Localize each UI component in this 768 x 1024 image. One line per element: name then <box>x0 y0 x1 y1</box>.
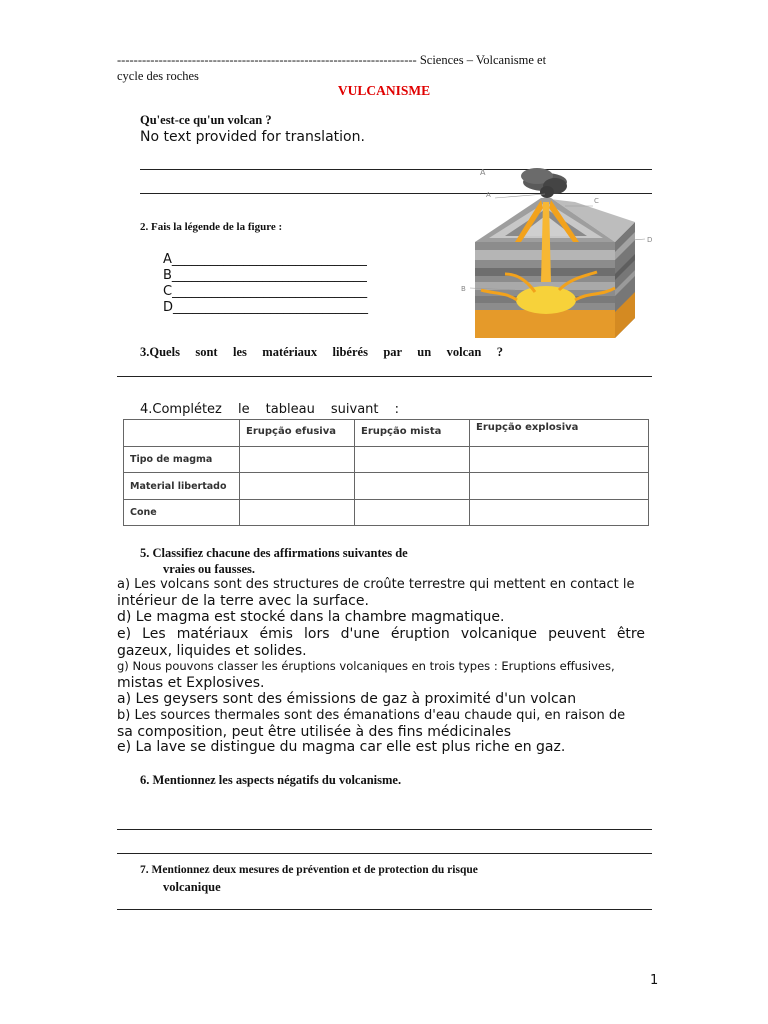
statement-7: e) La lave se distingue du magma car elle est plus riche en gaz. <box>117 739 566 755</box>
table-cell[interactable] <box>470 500 649 526</box>
table-row <box>124 473 649 500</box>
table-cell[interactable] <box>355 500 470 526</box>
figure-letter-b: B <box>461 285 466 293</box>
statement-1 <box>117 576 653 610</box>
page-title: VULCANISME <box>337 83 431 98</box>
header-line-2: cycle des roches <box>117 69 199 83</box>
volcano-diagram <box>455 162 655 342</box>
table-cell[interactable] <box>470 473 649 500</box>
legend-label-b: B______________________________ <box>163 268 367 283</box>
question-7 <box>140 862 478 896</box>
legend-label-d: D______________________________ <box>163 300 369 315</box>
legend-label-c: C______________________________ <box>163 284 368 299</box>
figure-letter-c: C <box>594 197 599 205</box>
statement-4-line-1: g) Nous pouvons classer les éruptions volcaniques en trois types : Eruptions effusives, <box>117 659 615 673</box>
header-line-1: ------------------------------------------------------------------------ Sciences – Volcanisme et <box>117 53 547 67</box>
figure-letter-a2: A <box>486 191 491 199</box>
table-cell[interactable] <box>470 447 649 473</box>
answer-line <box>117 909 652 910</box>
table-header-row <box>124 420 649 447</box>
statement-6 <box>117 707 653 741</box>
table-header-cell: Erupção efusiva <box>240 420 355 447</box>
page-number: 1 <box>650 973 659 988</box>
answer-line <box>117 829 652 830</box>
page-header <box>117 52 637 84</box>
figure-letter-a: A <box>480 168 486 177</box>
question-5 <box>140 545 408 577</box>
question-5-line-2: vraies ou fausses. <box>163 562 256 576</box>
statement-2: d) Le magma est stocké dans la chambre magmatique. <box>117 609 505 625</box>
statement-1-line-1: a) Les volcans sont des structures de croûte terrestre qui mettent en contact le <box>117 577 635 592</box>
table-row-label: Material libertado <box>124 473 240 500</box>
answer-line <box>117 376 652 377</box>
statement-3 <box>117 626 653 660</box>
statement-3-line-2: gazeux, liquides et solides. <box>117 643 307 659</box>
table-row-label: Cone <box>124 500 240 526</box>
magma-chamber <box>516 286 576 314</box>
legend-label-a: A______________________________ <box>163 252 367 267</box>
table-row <box>124 500 649 526</box>
answer-line <box>117 853 652 854</box>
question-3: 3.Quels sont les matériaux libérés par un volcan ? <box>140 345 503 359</box>
question-5-line-1: 5. Classifiez chacune des affirmations suivantes de <box>140 546 408 560</box>
statement-6-line-2: sa composition, peut être utilisée à des fins médicinales <box>117 724 512 740</box>
figure-letter-d: D <box>647 236 653 244</box>
statement-6-line-1: b) Les sources thermales sont des émanations d'eau chaude qui, en raison de <box>117 708 626 723</box>
question-2: 2. Fais la légende de la figure : <box>140 221 283 233</box>
question-6: 6. Mentionnez les aspects négatifs du volcanisme. <box>140 773 402 787</box>
statement-1-line-2: intérieur de la terre avec la surface. <box>117 593 369 609</box>
question-7-line-2: volcanique <box>163 880 221 894</box>
table-cell[interactable] <box>240 447 355 473</box>
table-cell[interactable] <box>355 447 470 473</box>
question-1: Qu'est-ce qu'un volcan ? <box>140 113 272 127</box>
table-header-cell: Erupção mista <box>355 420 470 447</box>
question-1-answer: No text provided for translation. <box>140 129 365 145</box>
legend-labels <box>163 252 368 316</box>
question-4: 4.Complétez le tableau suivant : <box>140 402 399 417</box>
statement-3-line-1: e) Les matériaux émis lors d'une éruption volcanique peuvent être <box>117 626 645 642</box>
statement-4-line-2: mistas et Explosives. <box>117 675 265 691</box>
table-cell <box>124 420 240 447</box>
table-cell[interactable] <box>240 473 355 500</box>
table-header-cell: Erupção explosiva <box>470 420 649 447</box>
smoke-plume <box>521 168 567 198</box>
table-row-label: Tipo de magma <box>124 447 240 473</box>
table-cell[interactable] <box>355 473 470 500</box>
statement-4 <box>117 658 653 692</box>
statement-5: a) Les geysers sont des émissions de gaz à proximité d'un volcan <box>117 691 577 707</box>
question-7-line-1: 7. Mentionnez deux mesures de prévention et de protection du risque <box>140 864 478 876</box>
table-row <box>124 447 649 473</box>
table-cell[interactable] <box>240 500 355 526</box>
eruption-table <box>123 419 649 526</box>
